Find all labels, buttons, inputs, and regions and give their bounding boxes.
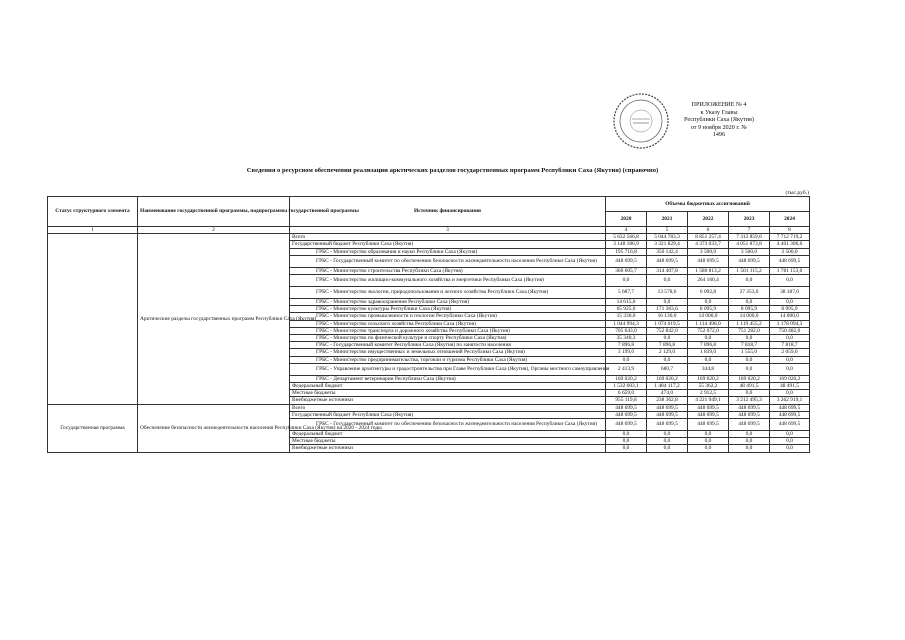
value-cell: 0,0 [647, 356, 688, 363]
value-cell: 3 212 495,3 [729, 397, 770, 404]
column-number: 7 [729, 227, 770, 234]
value-cell: 48 491,5 [729, 383, 770, 390]
column-number-row [48, 227, 810, 234]
value-cell: 0,0 [647, 275, 688, 287]
value-cell: 15 330,0 [606, 313, 647, 320]
value-cell: 13 578,6 [647, 287, 688, 299]
value-cell: 169 020,2 [606, 375, 647, 382]
value-cell: 705 643,0 [606, 327, 647, 334]
header-year: 2020 [606, 212, 647, 227]
value-cell: 448 699,5 [606, 404, 647, 411]
column-number: 5 [647, 227, 688, 234]
source-cell: Всего [290, 234, 606, 241]
value-cell: 14 000,0 [729, 313, 770, 320]
value-cell: 448 699,5 [647, 404, 688, 411]
value-cell: 0,0 [688, 438, 729, 445]
value-cell: 0,0 [688, 431, 729, 438]
value-cell: 0,0 [729, 335, 770, 342]
source-cell: ГРБС - Министерство здравоохранения Республики Саха (Якутия) [290, 299, 606, 306]
value-cell: 0,0 [647, 445, 688, 452]
value-cell: 448 699,5 [647, 255, 688, 267]
value-cell: 448 699,5 [688, 419, 729, 431]
value-cell: 264 160,4 [688, 275, 729, 287]
value-cell: 1 555,0 [729, 349, 770, 356]
value-cell: 448 699,5 [606, 411, 647, 418]
value-cell: 7 896,8 [647, 342, 688, 349]
value-cell: 48 491,5 [770, 383, 810, 390]
value-cell: 0,0 [647, 431, 688, 438]
value-cell: 3 321 829,4 [647, 241, 688, 248]
value-cell: 0,0 [729, 356, 770, 363]
value-cell: 0,0 [606, 275, 647, 287]
value-cell: 0,0 [688, 299, 729, 306]
header-year: 2021 [647, 212, 688, 227]
header-program: Наименование государственной программы, подпрограммы государственной программы [138, 197, 290, 227]
value-cell: 7 896,8 [606, 342, 647, 349]
header-year: 2024 [770, 212, 810, 227]
source-cell: ГРБС - Министерство транспорта и дорожного хозяйства Республики Саха (Якутия) [290, 327, 606, 334]
value-cell: 6 092,8 [688, 287, 729, 299]
value-cell: 0,0 [729, 299, 770, 306]
value-cell: 0,0 [770, 431, 810, 438]
source-cell: ГРБС - Министерство по физической культуре и спорту Республики Саха (Якутия) [290, 335, 606, 342]
column-number: 6 [688, 227, 729, 234]
group-status-cell [48, 234, 138, 404]
group-status-cell: Государственная программа [48, 404, 138, 452]
source-cell: ГРБС - Министерство предпринимательства, торговли и туризма Республики Саха (Якутия) [290, 356, 606, 363]
value-cell: 55 362,2 [688, 383, 729, 390]
source-cell: ГРБС - Министерство культуры Республики Саха (Якутия) [290, 306, 606, 313]
value-cell: 1 484 117,2 [647, 383, 688, 390]
value-cell: 0,0 [770, 438, 810, 445]
value-cell: 3 500,0 [688, 248, 729, 255]
value-cell: 8 095,9 [688, 306, 729, 313]
value-cell: 0,0 [647, 299, 688, 306]
document-title: Сведения о ресурсном обеспечении реализации арктических разделов государственных программ Республики Саха (Якутия) (справочно) [246, 167, 659, 174]
value-cell: 752 072,0 [688, 327, 729, 334]
value-cell: 1 044 994,3 [606, 320, 647, 327]
value-cell: 448 699,5 [729, 404, 770, 411]
value-cell: 0,0 [729, 363, 770, 375]
value-cell: 1 580 813,2 [688, 267, 729, 274]
value-cell: 0,0 [688, 335, 729, 342]
header-volumes: Объемы бюджетных ассигнований [606, 197, 810, 212]
table-row [48, 234, 810, 241]
value-cell: 1 781 153,0 [770, 267, 810, 274]
column-number: 2 [138, 227, 290, 234]
value-cell: 1 532 603,1 [606, 383, 647, 390]
value-cell: 448 699,5 [688, 411, 729, 418]
value-cell: 169 020,2 [647, 375, 688, 382]
value-cell: 65 925,0 [606, 306, 647, 313]
value-cell: 6 659,0 [606, 390, 647, 397]
value-cell: 0,0 [606, 445, 647, 452]
value-cell: 360 605,7 [606, 267, 647, 274]
value-cell: 8 851 257,4 [688, 234, 729, 241]
column-number: 8 [770, 227, 810, 234]
appendix-line-4: от 9 ноября 2020 г. № 1496 [690, 123, 748, 139]
source-cell: ГРБС - Министерство жилищно-коммунального хозяйства и энергетики Республики Саха (Якутия) [290, 275, 606, 287]
source-cell: Местные бюджеты [290, 438, 606, 445]
value-cell: 448 699,5 [770, 419, 810, 431]
value-cell: 448 699,5 [729, 255, 770, 267]
source-cell: Внебюджетные источники [290, 397, 606, 404]
value-cell: 38 187,0 [770, 287, 810, 299]
value-cell: 0,0 [770, 356, 810, 363]
header-year: 2023 [729, 212, 770, 227]
value-cell: 27 353,0 [729, 287, 770, 299]
value-cell: 750 482,0 [770, 327, 810, 334]
value-cell: 1 114 498,0 [688, 320, 729, 327]
value-cell: 448 699,5 [770, 404, 810, 411]
units-label: (тыс.руб.) [785, 190, 809, 196]
value-cell: 4 373 033,7 [688, 241, 729, 248]
appendix-line-2: к Указу Главы [700, 108, 738, 116]
source-cell: ГРБС - Министерство образования и науки Республики Саха (Якутия) [290, 248, 606, 255]
value-cell: 3 199,0 [606, 349, 647, 356]
arctic-sections-group [48, 234, 810, 404]
appendix-block [684, 101, 754, 139]
value-cell: 4 051 873,8 [729, 241, 770, 248]
value-cell: 7 818,7 [770, 342, 810, 349]
source-cell: ГРБС - Государственный комитет по обеспечению безопасности жизнедеятельности населения Республики Саха (Якутия) [290, 419, 606, 431]
source-cell: ГРБС - Министерство сельского хозяйства Республики Саха (Якутия) [290, 320, 606, 327]
value-cell: 0,0 [688, 356, 729, 363]
value-cell: 7 896,8 [688, 342, 729, 349]
source-cell: Внебюджетные источники [290, 445, 606, 452]
value-cell: 0,0 [770, 445, 810, 452]
value-cell: 195 716,8 [606, 248, 647, 255]
source-cell: Федеральный бюджет [290, 383, 606, 390]
value-cell: 169 020,2 [729, 375, 770, 382]
header-status: Статус структурного элемента [48, 197, 138, 227]
value-cell: 448 699,5 [688, 404, 729, 411]
value-cell: 751 282,0 [729, 327, 770, 334]
value-cell: 4 221 949,1 [688, 397, 729, 404]
value-cell: 3 500,0 [770, 248, 810, 255]
value-cell: 680,7 [647, 363, 688, 375]
source-cell: ГРБС - Министерство экологии, природопользования и лесного хозяйства Республики Саха (Якутия) [290, 287, 606, 299]
value-cell: 448 699,5 [729, 419, 770, 431]
value-cell: 3 262 919,1 [770, 397, 810, 404]
value-cell: 169 020,2 [770, 375, 810, 382]
value-cell: 0,0 [770, 275, 810, 287]
source-cell: Государственный бюджет Республики Саха (Якутия) [290, 411, 606, 418]
value-cell: 0,0 [770, 390, 810, 397]
source-cell: Всего [290, 404, 606, 411]
source-cell: ГРБС - Министерство строительства Республики Саха (Якутия) [290, 267, 606, 274]
appendix-line-3: Республики Саха (Якутия) [684, 116, 754, 124]
resource-table [47, 196, 810, 453]
header-row-1 [48, 197, 810, 212]
source-cell: Государственный бюджет Республики Саха (Якутия) [290, 241, 606, 248]
value-cell: 1 839,0 [688, 349, 729, 356]
value-cell: 0,0 [729, 275, 770, 287]
value-cell: 448 699,5 [688, 255, 729, 267]
value-cell: 0,0 [647, 438, 688, 445]
value-cell: 448 699,5 [770, 255, 810, 267]
value-cell: 752 842,0 [647, 327, 688, 334]
header-source: Источник финансирования [290, 197, 606, 227]
group-program-cell: Обеспечение безопасности жизнедеятельности населения Республики Саха (Якутия) на 2020 - 2024 годы [138, 404, 290, 452]
value-cell: 7 818,7 [729, 342, 770, 349]
value-cell: 344,8 [688, 363, 729, 375]
value-cell: 5 044 783,3 [647, 234, 688, 241]
value-cell: 2 912,5 [688, 390, 729, 397]
value-cell: 0,0 [770, 335, 810, 342]
source-cell: ГРБС - Управление архитектуры и градостроительства при Главе Республики Саха (Якутия), Органы местного самоуправления [290, 363, 606, 375]
safety-program-group [48, 404, 810, 452]
value-cell: 0,0 [688, 445, 729, 452]
value-cell: 0,0 [729, 445, 770, 452]
value-cell: 1 501 115,2 [729, 267, 770, 274]
source-cell: ГРБС - Государственный комитет Республики Саха (Якутия) по занятости населения [290, 342, 606, 349]
value-cell: 448 699,5 [606, 419, 647, 431]
group-program-cell: Арктические разделы государственных программ Республики Саха (Якутия) [138, 234, 290, 404]
value-cell: 0,0 [606, 438, 647, 445]
source-cell: Федеральный бюджет [290, 431, 606, 438]
value-cell: 0,0 [770, 363, 810, 375]
value-cell: 448 699,5 [606, 255, 647, 267]
value-cell: 448 699,5 [729, 411, 770, 418]
value-cell: 0,0 [729, 431, 770, 438]
value-cell: 14 615,0 [606, 299, 647, 306]
value-cell: 7 712 719,2 [770, 234, 810, 241]
value-cell: 0,0 [606, 431, 647, 438]
value-cell: 2 129,0 [647, 349, 688, 356]
appendix-line-1: ПРИЛОЖЕНИЕ № 4 [691, 101, 747, 108]
value-cell: 35 340,3 [606, 335, 647, 342]
value-cell: 1 074 619,5 [647, 320, 688, 327]
value-cell: 0,0 [770, 299, 810, 306]
source-cell: ГРБС - Министерство имущественных и земельных отношений Республики Саха (Якутия) [290, 349, 606, 356]
value-cell: 0,0 [606, 356, 647, 363]
source-cell: Местные бюджеты [290, 390, 606, 397]
value-cell: 5 687,7 [606, 287, 647, 299]
table-row [48, 404, 810, 411]
column-number: 1 [48, 227, 138, 234]
value-cell: 0,0 [729, 438, 770, 445]
value-cell: 7 312 859,6 [729, 234, 770, 241]
value-cell: 169 020,2 [688, 375, 729, 382]
value-cell: 1 119 455,2 [729, 320, 770, 327]
value-cell: 8 095,9 [729, 306, 770, 313]
value-cell: 448 699,5 [770, 411, 810, 418]
value-cell: 2 413,9 [606, 363, 647, 375]
value-cell: 350 142,4 [647, 248, 688, 255]
value-cell: 448 699,5 [647, 411, 688, 418]
value-cell: 2 059,0 [770, 349, 810, 356]
column-number: 4 [606, 227, 647, 234]
official-seal-icon [612, 92, 670, 150]
value-cell: 448 699,5 [647, 419, 688, 431]
value-cell: 171 383,6 [647, 306, 688, 313]
value-cell: 16 130,0 [647, 313, 688, 320]
value-cell: 0,0 [729, 390, 770, 397]
value-cell: 14 000,0 [770, 313, 810, 320]
value-cell: 3 500,0 [729, 248, 770, 255]
column-number: 3 [290, 227, 606, 234]
value-cell: 0,0 [647, 335, 688, 342]
value-cell: 474,0 [647, 390, 688, 397]
value-cell: 955 119,8 [606, 397, 647, 404]
value-cell: 1 178 094,3 [770, 320, 810, 327]
source-cell: ГРБС - Департамент ветеринарии Республики Саха (Якутия) [290, 375, 606, 382]
value-cell: 14 000,0 [688, 313, 729, 320]
value-cell: 238 362,8 [647, 397, 688, 404]
header-year: 2022 [688, 212, 729, 227]
source-cell: ГРБС - Государственный комитет по обеспечению безопасности жизнедеятельности населения Республики Саха (Якутия) [290, 255, 606, 267]
source-cell: ГРБС - Министерство промышленности и геологии Республики Саха (Якутия) [290, 313, 606, 320]
value-cell: 5 632 566,8 [606, 234, 647, 241]
value-cell: 8 095,9 [770, 306, 810, 313]
value-cell: 3 148 186,9 [606, 241, 647, 248]
value-cell: 314 407,8 [647, 267, 688, 274]
value-cell: 4 401 306,6 [770, 241, 810, 248]
